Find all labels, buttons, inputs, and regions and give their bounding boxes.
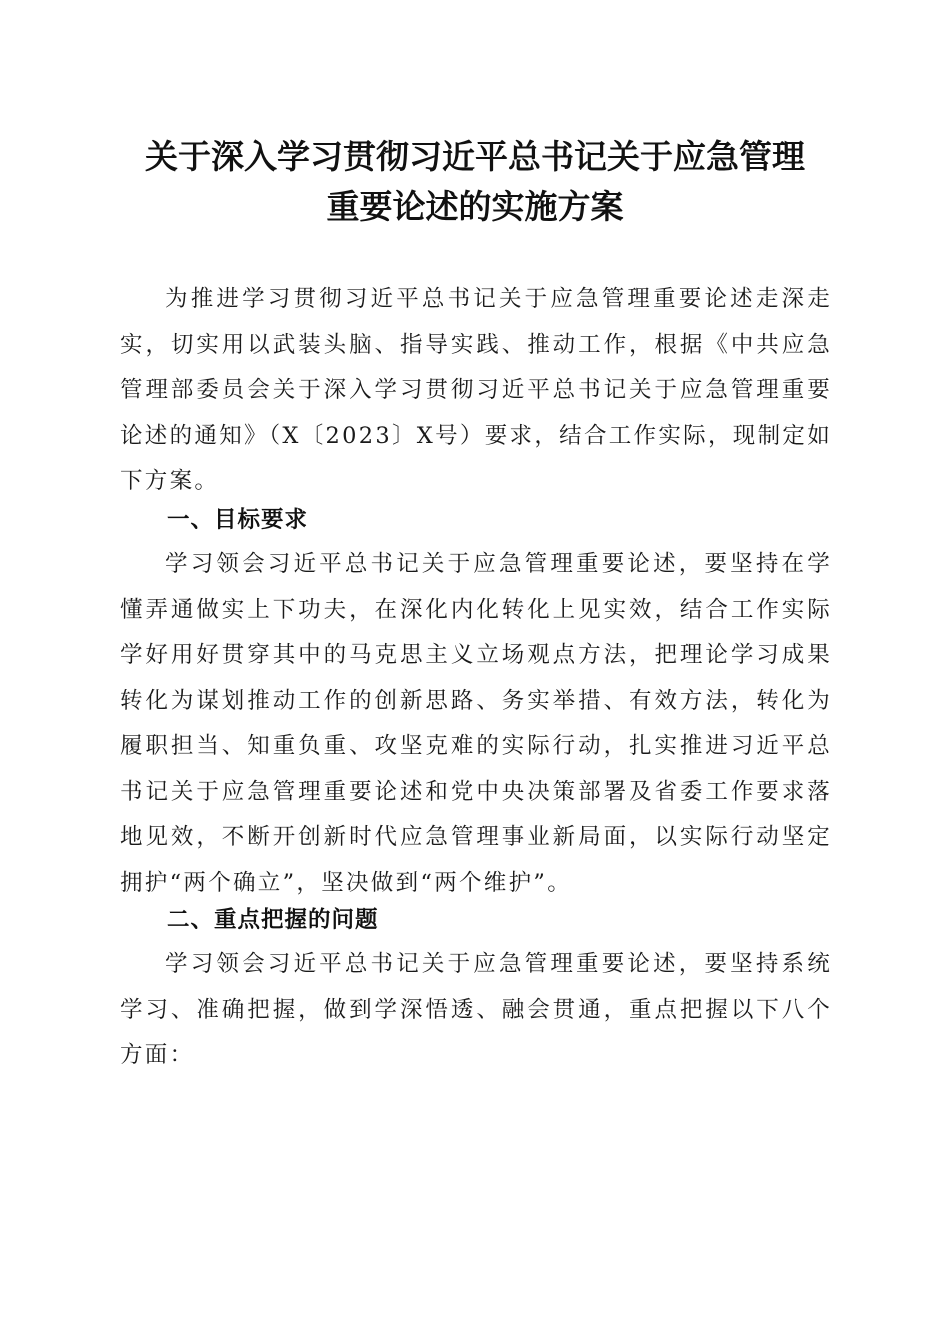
section-paragraph-goals: 学习领会习近平总书记关于应急管理重要论述，要坚持在学懂弄通做实上下功夫，在深化内化转化上见实效，结合工作实际学好用好贯穿其中的马克思主义立场观点方法，把理论学习成果转化为谋划推动工作的创新思路、务实举措、有效方法，转化为履职担当、知重负重、攻坚克难的实际行动，扎实推进习近平总书记关于应急管理重要论述和党中央决策部署及省委工作要求落地见效，不断开创新时代应急管理事业新局面，以实际行动坚定拥护“两个确立”，坚决做到“两个维护”。 <box>120 551 832 896</box>
section-heading-goals: 一、目标要求 <box>167 507 309 533</box>
section-heading-key-issues: 二、重点把握的问题 <box>167 907 379 933</box>
title-line-2: 重要论述的实施方案 <box>326 187 624 226</box>
section-paragraph-key-issues: 学习领会习近平总书记关于应急管理重要论述，要坚持系统学习、准确把握，做到学深悟透、融会贯通，重点把握以下八个方面： <box>120 951 832 1068</box>
document-title <box>0 132 950 232</box>
title-line-1: 关于深入学习贯彻习近平总书记关于应急管理 <box>145 137 805 176</box>
intro-paragraph: 为推进学习贯彻习近平总书记关于应急管理重要论述走深走实，切实用以武装头脑、指导实践、推动工作，根据《中共应急管理部委员会关于深入学习贯彻习近平总书记关于应急管理重要论述的通知》（X〔2023〕X号）要求，结合工作实际，现制定如下方案。 <box>120 286 832 494</box>
